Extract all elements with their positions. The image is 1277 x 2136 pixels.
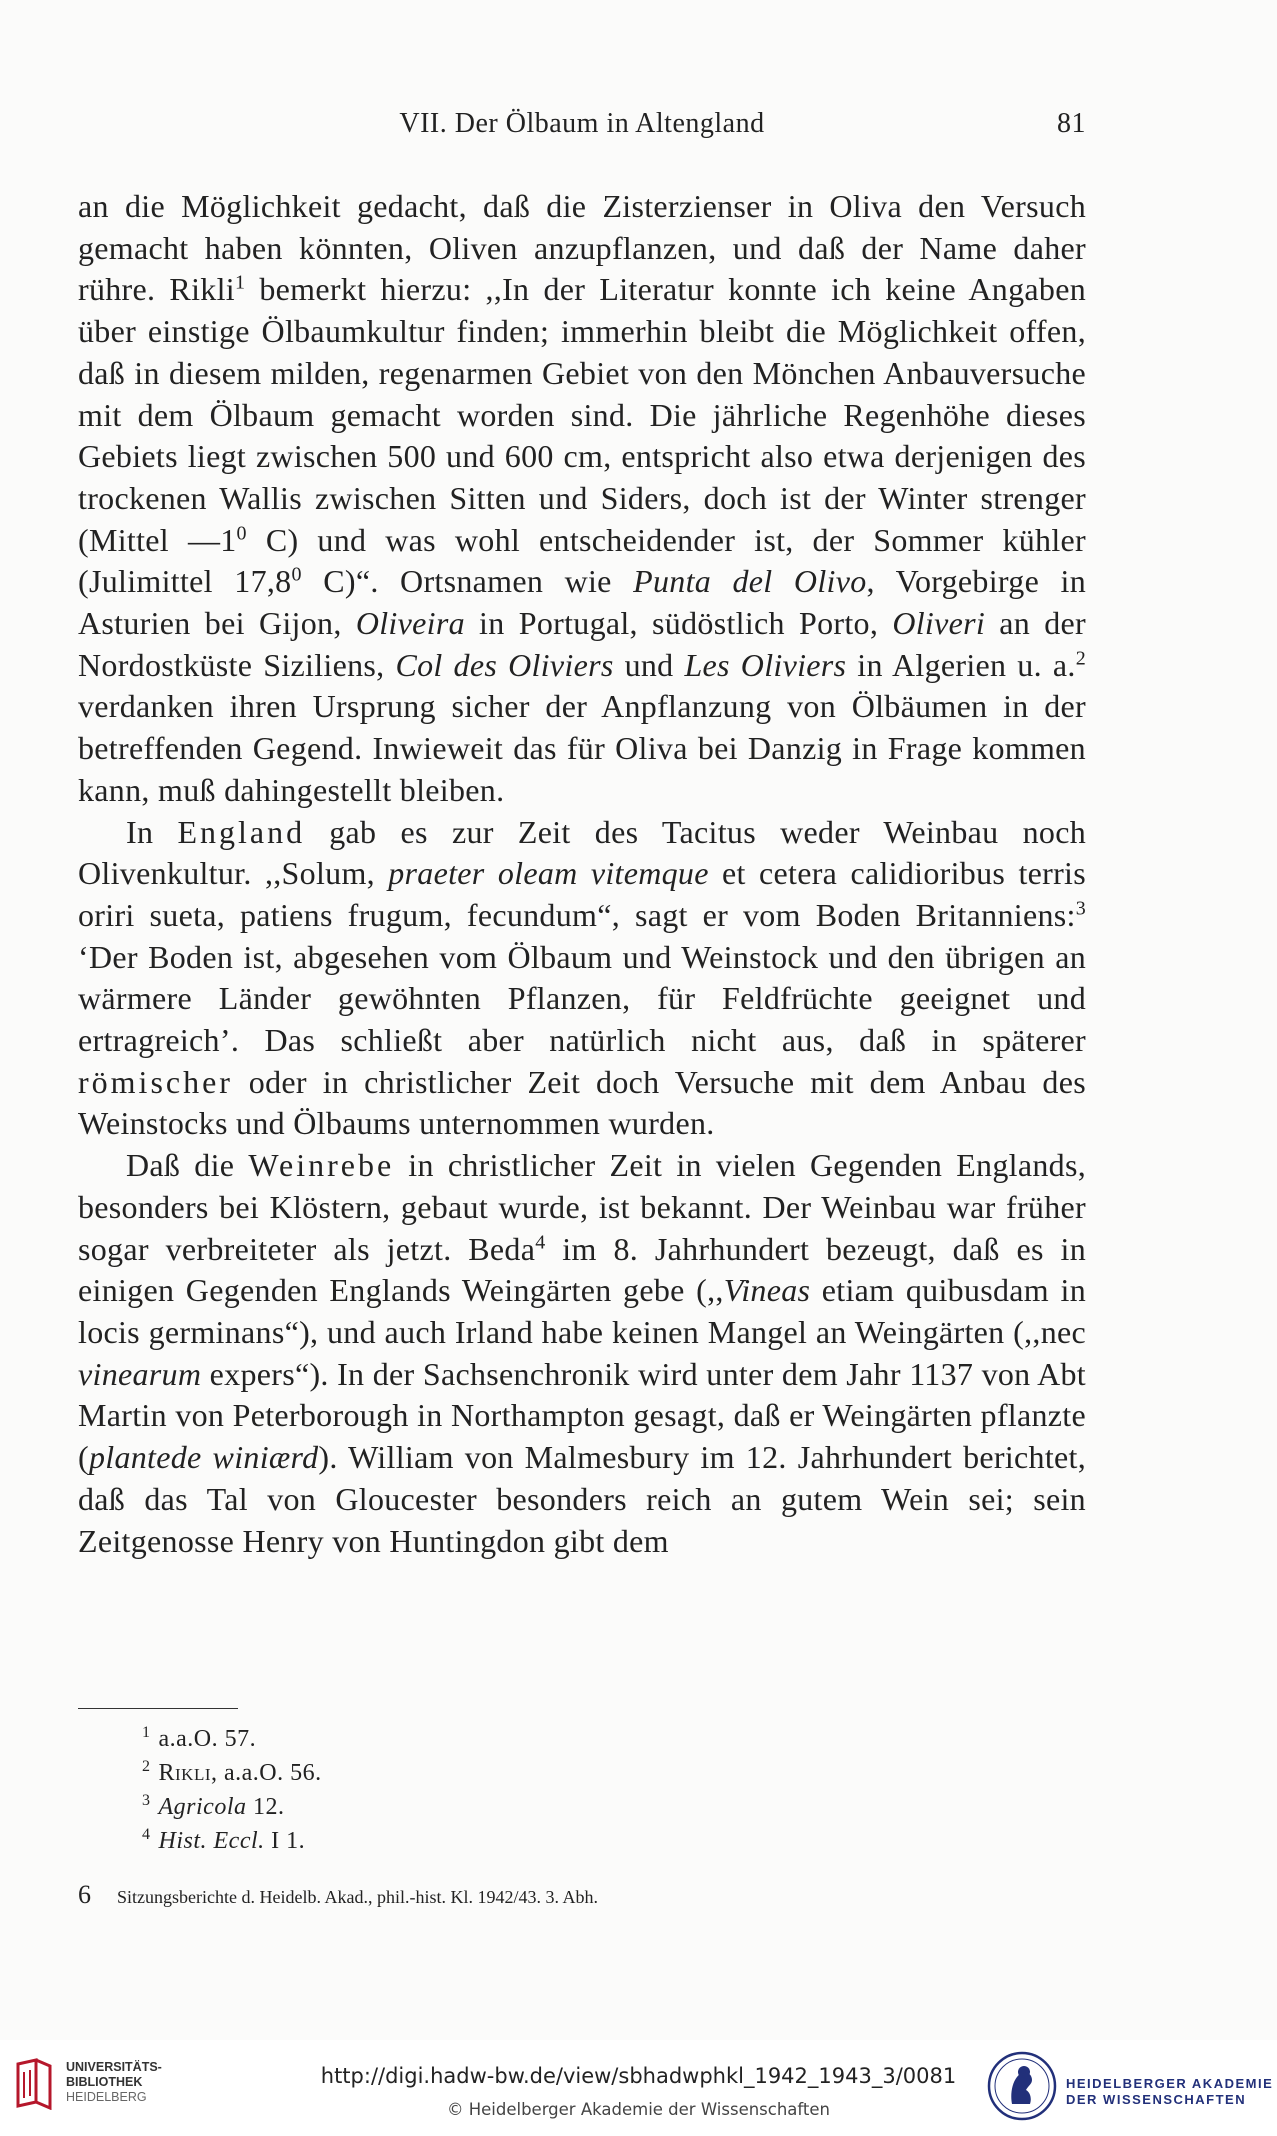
text-run: etiam quibusdam in locis germinans“), und auch Irland habe keinen Mangel an Weingärten (,,nec — [78, 1272, 1087, 1350]
work-title: Agricola — [158, 1794, 247, 1820]
library-line-1: UNIVERSITÄTS- — [66, 2060, 162, 2074]
body-text — [78, 186, 1086, 1562]
footnote-rule — [78, 1708, 238, 1709]
footnote-ref: 1 — [234, 271, 246, 294]
place-name: Punta del Olivo — [633, 563, 867, 600]
text-run: verdanken ihren Ursprung sicher der Anpflanzung von Ölbäumen in der betreffenden Gegend. Inwieweit das für Oliva bei Danzig in Frage kommen kann, muß dahingestellt bleiben. — [78, 688, 1086, 808]
text-run: und — [613, 646, 685, 683]
text-run: ‘Der Boden ist, abgesehen vom Ölbaum und Weinstock und den übrigen an wärmere Länder gewöhnten Pflanzen, für Feldfrüchte geeignet und ertragreich’. Das schließt aber natürlich nicht aus, daß in späterer — [78, 938, 1086, 1059]
spaced-word: römischer — [78, 1063, 233, 1100]
footnote-4 — [142, 1824, 322, 1858]
footnote-ref: 3 — [1075, 897, 1086, 920]
author-name: Rikli — [158, 1760, 211, 1786]
spaced-word: Weinrebe — [248, 1147, 395, 1184]
place-name: Oliveira — [355, 605, 465, 642]
academy-line-2: DER WISSENSCHAFTEN — [1066, 2092, 1247, 2107]
text-run: oder in christlicher Zeit doch Versuche mit dem Anbau des Weinstocks und Ölbaums unternommen wurden. — [78, 1063, 1086, 1142]
library-line-2: BIBLIOTHEK — [66, 2075, 143, 2089]
footnote-ref: 4 — [535, 1230, 546, 1253]
paragraph-3 — [78, 1145, 1086, 1562]
footnote-1 — [142, 1722, 322, 1756]
library-line-3: HEIDELBERG — [66, 2090, 147, 2104]
footer-bar — [0, 2040, 1277, 2136]
footnote-number: 4 — [142, 1826, 151, 1843]
copyright-notice: © Heidelberger Akademie der Wissenschaften — [446, 2100, 831, 2119]
spaced-word: England — [177, 813, 306, 850]
place-name: Les Oliviers — [684, 646, 847, 683]
footnote-text: I 1. — [264, 1828, 306, 1854]
signature-number: 6 — [78, 1880, 91, 1909]
academy-name — [1066, 2076, 1273, 2108]
text-run: In — [126, 813, 178, 850]
paragraph-1 — [78, 186, 1086, 812]
degree-sign: 0 — [291, 563, 302, 586]
text-run: an die Möglichkeit gedacht, daß die Zisterzienser in Oliva den Versuch gemacht haben könnten, Oliven anzupflanzen, und daß der Name daher rühre. Rikli — [78, 188, 1086, 308]
text-run: in Algerien u. a. — [846, 646, 1076, 683]
text-run: ). William von Malmesbury im 12. Jahrhundert berichtet, daß das Tal von Gloucester besonders reich an gutem Wein sei; sein Zeitgenosse Henry von Huntingdon gibt dem — [78, 1439, 1087, 1559]
place-name: Oliveri — [892, 605, 986, 642]
text-run: an der Nordostküste Siziliens, — [78, 605, 1086, 683]
text-run: , Vorgebirge in Asturien bei Gijon, — [78, 563, 1087, 642]
footnote-number: 2 — [142, 1758, 151, 1775]
footnote-ref: 2 — [1075, 647, 1086, 670]
paragraph-2 — [78, 812, 1086, 1146]
permalink-url[interactable]: http://digi.hadw-bw.de/view/sbhadwphkl_1942_1943_3/0081 — [320, 2064, 957, 2088]
footnote-text: 12. — [246, 1794, 285, 1820]
text-run: Daß die — [126, 1147, 249, 1184]
text-run: et cetera calidioribus terris oriri sueta, patiens frugum, fecundum“, sagt er vom Boden Britanniens: — [78, 855, 1086, 933]
running-title: VII. Der Ölbaum in Altengland — [399, 108, 765, 139]
running-head — [78, 108, 1086, 148]
footnote-number: 1 — [142, 1724, 151, 1741]
academy-line-1: HEIDELBERGER AKADEMIE — [1066, 2076, 1274, 2091]
text-run: gab es zur Zeit des Tacitus weder Weinbau noch Olivenkultur. ,,Solum, — [78, 813, 1086, 892]
footnotes — [142, 1722, 322, 1858]
latin-phrase: vinearum — [78, 1355, 202, 1392]
latin-phrase: praeter oleam vitemque — [388, 855, 709, 892]
footnote-3 — [142, 1790, 322, 1824]
old-english-phrase: plantede winiærd — [88, 1439, 319, 1476]
footnote-text: , a.a.O. 56. — [211, 1760, 322, 1786]
work-title: Hist. Eccl. — [158, 1828, 265, 1854]
signature-text: Sitzungsberichte d. Heidelb. Akad., phil.-hist. Kl. 1942/43. 3. Abh. — [117, 1887, 598, 1907]
text-run: C) und was wohl entscheidender ist, der Sommer kühler (Julimittel 17,8 — [78, 521, 1087, 600]
text-run: in christlicher Zeit in vielen Gegenden Englands, besonders bei Klöstern, gebaut wurde, ist bekannt. Der Weinbau war früher sogar verbreiteter als jetzt. Beda — [78, 1147, 1087, 1267]
place-name: Col des Oliviers — [395, 646, 614, 683]
text-run: in Portugal, südöstlich Porto, — [464, 605, 893, 642]
page-number: 81 — [1057, 108, 1086, 139]
footnote-text: a.a.O. 57. — [158, 1726, 257, 1752]
latin-phrase: Vineas — [723, 1272, 811, 1309]
text-run: C)“. Ortsnamen wie — [301, 563, 634, 600]
signature-line — [78, 1880, 598, 1910]
text-run: expers“). In der Sachsenchronik wird unter dem Jahr 1137 von Abt Martin von Peterborough in Northampton gesagt, daß er Weingärten pflanzte ( — [78, 1355, 1086, 1476]
text-run: bemerkt hierzu: ,,In der Literatur konnte ich keine Angaben über einstige Ölbaumkultur finden; immerhin bleibt die Möglichkeit offen, daß in diesem milden, regenarmen Gebiet von den Mönchen Anbauversuche mit dem Ölbaum gemacht worden sind. Die jährliche Regenhöhe dieses Gebiets liegt zwischen 500 und 600 cm, entspricht also etwa derjenigen des trockenen Wallis zwischen Sitten und Siders, doch ist der Winter strenger (Mittel —1 — [78, 271, 1086, 558]
footnote-2 — [142, 1756, 322, 1790]
academy-seal-icon — [986, 2050, 1058, 2122]
footnote-number: 3 — [142, 1792, 151, 1809]
text-run: im 8. Jahrhundert bezeugt, daß es in einigen Gegenden Englands Weingärten gebe (,, — [78, 1230, 1086, 1309]
degree-sign: 0 — [236, 521, 247, 544]
